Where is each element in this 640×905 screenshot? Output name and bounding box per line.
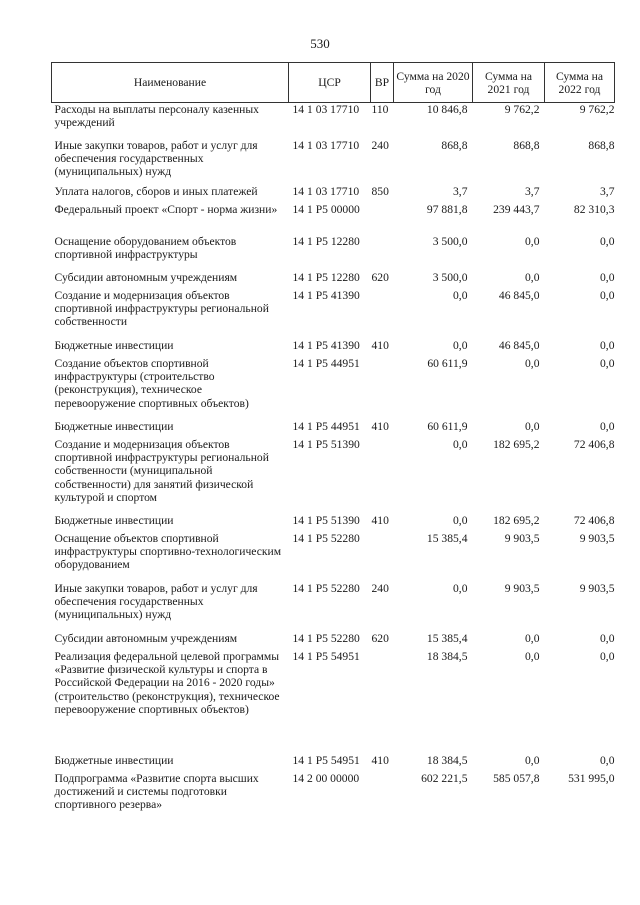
row-name: Создание и модернизация объектов спортивной инфраструктуры региональной собственности (муниципальной собственности) для занятий физической культурой и спортом: [54, 437, 269, 505]
row-name: Субсидии автономным учреждениям: [54, 631, 238, 645]
table-header: [52, 63, 615, 103]
row-sum-2021: 3,7: [525, 184, 540, 198]
row-csr: 14 1 P5 52280: [292, 631, 360, 645]
row-name: Реализация федеральной целевой программы «Развитие физической культуры и спорта в Российской Федерации на 2016 - 2020 годы» (строительство (реконструкция), техническое перевооружение спортивных объектов): [54, 649, 280, 717]
row-csr: 14 1 P5 41390: [292, 288, 360, 302]
row-sum-2021: 9 903,5: [504, 531, 540, 545]
row-name: Создание и модернизация объектов спортивной инфраструктуры региональной собственности: [54, 288, 269, 329]
row-sum-2022: 72 406,8: [573, 437, 615, 451]
row-sum-2021: 0,0: [525, 631, 540, 645]
row-sum-2022: 868,8: [588, 138, 615, 152]
table-row: [52, 357, 615, 420]
table-row: [52, 185, 615, 203]
row-vr: [371, 289, 394, 339]
row-sum-2021: 585 057,8: [493, 771, 540, 785]
row-sum-2022: 3,7: [600, 184, 615, 198]
row-name: Бюджетные инвестиции: [54, 753, 174, 767]
row-sum-2021: 182 695,2: [493, 437, 540, 451]
row-vr: 240: [371, 138, 389, 152]
row-csr: 14 1 03 17710: [292, 184, 360, 198]
row-vr: [371, 532, 394, 582]
table-row: [52, 438, 615, 514]
row-csr: 14 2 00 00000: [292, 771, 360, 785]
row-sum-2021: 9 903,5: [504, 581, 540, 595]
table-row: [52, 582, 615, 632]
row-name: Субсидии автономным учреждениям: [54, 270, 238, 284]
table-row: [52, 772, 615, 820]
row-name: Федеральный проект «Спорт - норма жизни»: [54, 202, 278, 216]
row-vr: 110: [371, 103, 389, 116]
row-sum-2022: 0,0: [600, 270, 615, 284]
row-vr: 240: [371, 581, 389, 595]
row-csr: 14 1 P5 12280: [292, 234, 360, 248]
row-csr: 14 1 P5 44951: [292, 419, 360, 433]
row-vr: 850: [371, 184, 389, 198]
row-name: Бюджетные инвестиции: [54, 513, 174, 527]
row-vr: [371, 772, 394, 820]
row-sum-2022: 0,0: [600, 753, 615, 767]
row-csr: 14 1 P5 51390: [292, 437, 360, 451]
row-name: Создание объектов спортивной инфраструктуры (строительство (реконструкция), техническое перевооружение спортивных объектов): [54, 356, 249, 410]
row-sum-2021: 9 762,2: [504, 103, 540, 116]
row-sum-2021: 0,0: [525, 356, 540, 370]
row-sum-2020: 0,0: [453, 338, 468, 352]
row-sum-2022: 82 310,3: [573, 202, 615, 216]
row-sum-2020: 60 611,9: [427, 356, 468, 370]
row-sum-2021: 0,0: [525, 753, 540, 767]
row-vr: [371, 650, 394, 754]
row-sum-2020: 15 385,4: [426, 531, 468, 545]
row-vr: 620: [371, 631, 389, 645]
table-row: [52, 235, 615, 271]
header-sum-2022: Сумма на 2022 год: [545, 63, 615, 103]
table-row: [52, 289, 615, 339]
row-csr: 14 1 03 17710: [292, 138, 360, 152]
row-sum-2021: 239 443,7: [493, 202, 540, 216]
row-sum-2020: 0,0: [453, 513, 468, 527]
header-name: Наименование: [52, 63, 289, 103]
row-name: Оснащение объектов спортивной инфраструктуры спортивно-технологическим оборудованием: [54, 531, 282, 572]
header-sum-2021: Сумма на 2021 год: [473, 63, 545, 103]
row-name: Бюджетные инвестиции: [54, 419, 174, 433]
row-vr: [371, 438, 394, 514]
row-vr: 620: [371, 270, 389, 284]
row-sum-2022: 0,0: [600, 356, 615, 370]
header-sum-2020: Сумма на 2020 год: [394, 63, 473, 103]
row-sum-2020: 15 385,4: [426, 631, 468, 645]
row-sum-2020: 3 500,0: [432, 234, 468, 248]
row-vr: [371, 203, 394, 235]
row-vr: 410: [371, 753, 389, 767]
row-name: Бюджетные инвестиции: [54, 338, 174, 352]
row-sum-2022: 9 903,5: [579, 531, 615, 545]
row-csr: 14 1 P5 41390: [292, 338, 360, 352]
row-sum-2020: 60 611,9: [427, 419, 468, 433]
row-sum-2020: 0,0: [453, 437, 468, 451]
table-body: [52, 103, 615, 820]
row-sum-2021: 0,0: [525, 649, 540, 663]
row-csr: 14 1 03 17710: [292, 103, 360, 116]
row-sum-2020: 18 384,5: [426, 753, 468, 767]
row-sum-2020: 0,0: [453, 288, 468, 302]
row-sum-2022: 0,0: [600, 631, 615, 645]
row-sum-2020: 3,7: [453, 184, 468, 198]
table-row: [52, 514, 615, 532]
row-sum-2022: 0,0: [600, 234, 615, 248]
row-name: Расходы на выплаты персоналу казенных учреждений: [54, 103, 259, 130]
row-vr: [371, 357, 394, 420]
row-sum-2022: 0,0: [600, 288, 615, 302]
row-name: Подпрограмма «Развитие спорта высших достижений и системы подготовки спортивного резерва»: [54, 771, 259, 812]
table-row: [52, 271, 615, 289]
row-sum-2022: 0,0: [600, 649, 615, 663]
table-row: [52, 139, 615, 185]
table-row: [52, 632, 615, 650]
budget-table: [51, 62, 615, 820]
row-sum-2021: 0,0: [525, 419, 540, 433]
row-sum-2020: 868,8: [441, 138, 468, 152]
row-sum-2022: 0,0: [600, 338, 615, 352]
row-sum-2020: 97 881,8: [426, 202, 468, 216]
table-row: [52, 420, 615, 438]
row-sum-2020: 602 221,5: [421, 771, 468, 785]
row-sum-2022: 9 762,2: [579, 103, 615, 116]
row-sum-2020: 3 500,0: [432, 270, 468, 284]
table-row: [52, 203, 615, 235]
row-csr: 14 1 P5 51390: [292, 513, 360, 527]
row-csr: 14 1 P5 00000: [292, 202, 360, 216]
row-sum-2020: 10 846,8: [426, 103, 468, 116]
row-csr: 14 1 P5 52280: [292, 581, 360, 595]
row-vr: [371, 235, 394, 271]
row-csr: 14 1 P5 52280: [292, 531, 360, 545]
row-name: Иные закупки товаров, работ и услуг для обеспечения государственных (муниципальных) нужд: [54, 138, 258, 179]
row-sum-2022: 531 995,0: [568, 771, 615, 785]
row-sum-2022: 72 406,8: [573, 513, 615, 527]
row-vr: 410: [371, 513, 389, 527]
row-sum-2020: 18 384,5: [426, 649, 468, 663]
row-sum-2020: 0,0: [453, 581, 468, 595]
row-name: Иные закупки товаров, работ и услуг для обеспечения государственных (муниципальных) нужд: [54, 581, 258, 622]
row-name: Оснащение оборудованием объектов спортивной инфраструктуры: [54, 234, 237, 261]
page-number: 530: [310, 36, 330, 51]
row-sum-2022: 0,0: [600, 419, 615, 433]
row-sum-2022: 9 903,5: [579, 581, 615, 595]
header-csr: ЦСР: [289, 63, 371, 103]
table-row: [52, 103, 615, 139]
row-sum-2021: 868,8: [513, 138, 540, 152]
row-sum-2021: 46 845,0: [498, 338, 540, 352]
row-csr: 14 1 P5 12280: [292, 270, 360, 284]
table-row: [52, 339, 615, 357]
header-vr: ВР: [371, 63, 394, 103]
row-vr: 410: [371, 338, 389, 352]
row-sum-2021: 0,0: [525, 234, 540, 248]
row-sum-2021: 0,0: [525, 270, 540, 284]
row-csr: 14 1 P5 54951: [292, 753, 360, 767]
table-row: [52, 754, 615, 772]
table-row: [52, 532, 615, 582]
row-sum-2021: 182 695,2: [493, 513, 540, 527]
row-csr: 14 1 P5 44951: [292, 356, 360, 370]
row-vr: 410: [371, 419, 389, 433]
table-row: [52, 650, 615, 754]
row-name: Уплата налогов, сборов и иных платежей: [54, 184, 258, 198]
row-csr: 14 1 P5 54951: [292, 649, 360, 663]
row-sum-2021: 46 845,0: [498, 288, 540, 302]
